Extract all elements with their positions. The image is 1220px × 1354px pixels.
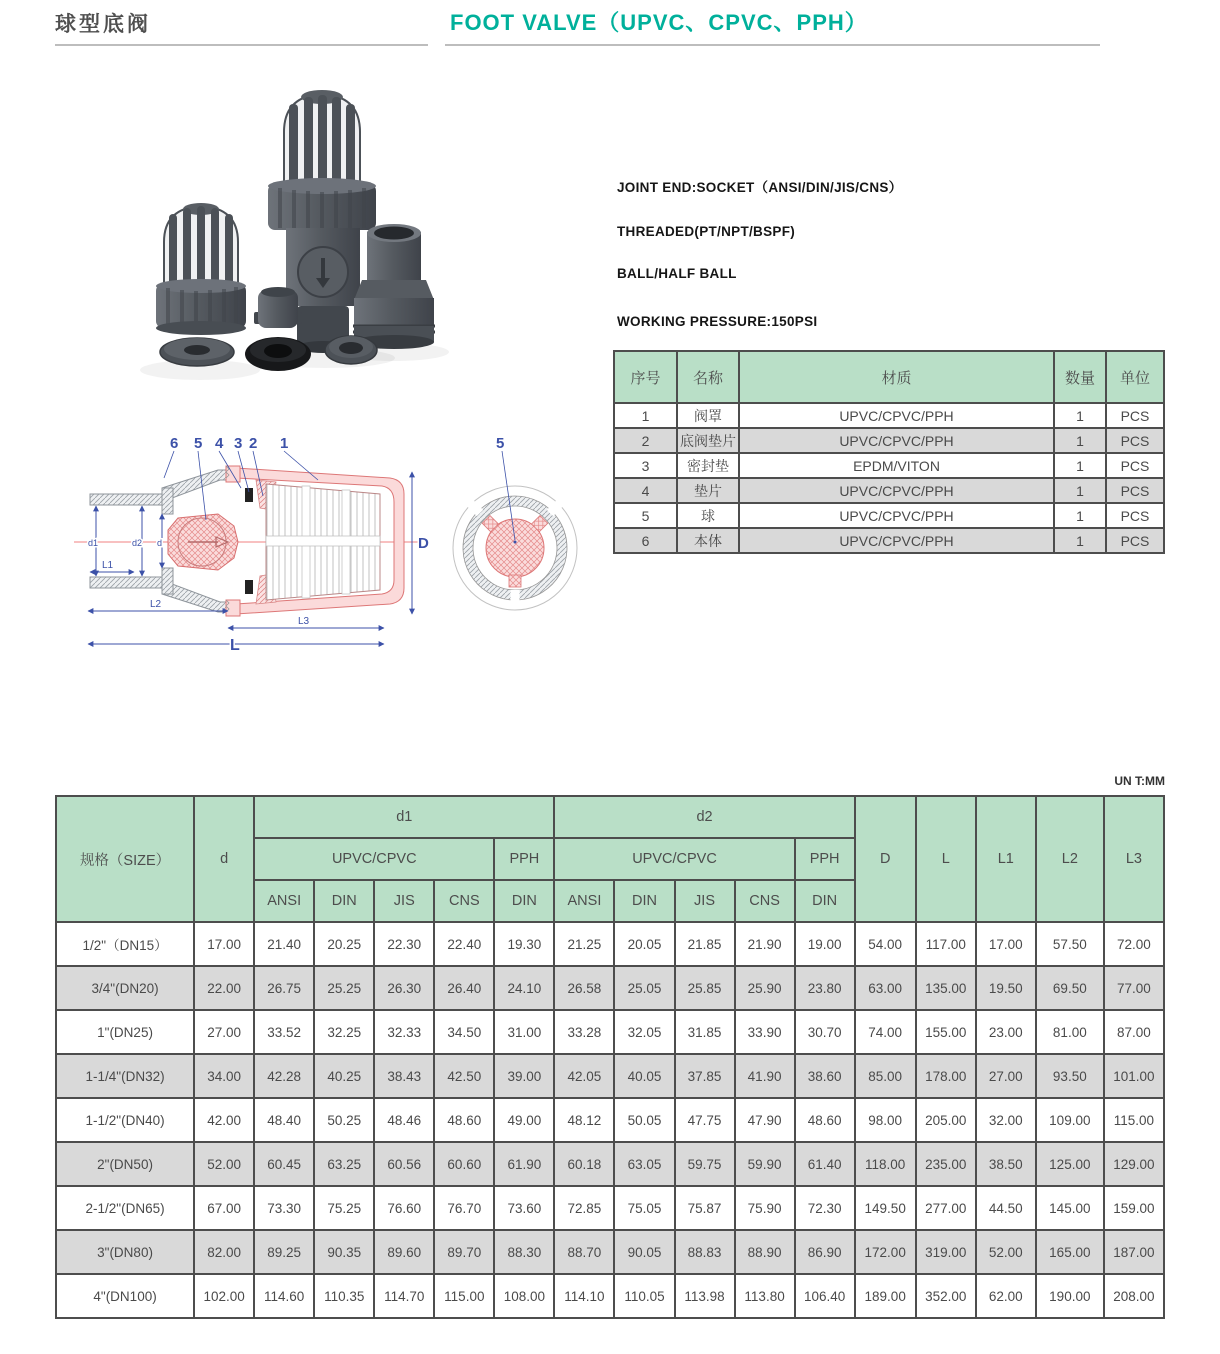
table-cell: 101.00 — [1104, 1054, 1164, 1098]
table-cell: 20.25 — [314, 922, 374, 966]
parts-table — [613, 350, 1165, 554]
table-cell: 23.80 — [795, 966, 855, 1010]
dim-label-d: d — [157, 538, 163, 548]
table-cell: 90.05 — [614, 1230, 674, 1274]
valve-cap — [254, 287, 302, 328]
table-cell: 88.70 — [554, 1230, 614, 1274]
table-cell: 145.00 — [1036, 1186, 1104, 1230]
table-cell: 52.00 — [194, 1142, 254, 1186]
table-cell: 球 — [677, 503, 739, 528]
table-cell: UPVC/CPVC/PPH — [739, 428, 1054, 453]
table-cell: 19.30 — [494, 922, 554, 966]
table-cell: 72.30 — [795, 1186, 855, 1230]
table-cell: 115.00 — [434, 1274, 494, 1318]
table-cell: 1-1/4"(DN32) — [56, 1054, 194, 1098]
table-cell: 60.56 — [374, 1142, 434, 1186]
table-cell: 21.90 — [735, 922, 795, 966]
table-row — [56, 1054, 1164, 1098]
table-cell: 32.00 — [976, 1098, 1036, 1142]
gasket-black-center — [245, 337, 311, 371]
table-cell: 37.85 — [675, 1054, 735, 1098]
table-cell: 85.00 — [855, 1054, 916, 1098]
dim-header-std: DIN — [614, 880, 674, 922]
table-cell: 48.12 — [554, 1098, 614, 1142]
table-cell: 75.05 — [614, 1186, 674, 1230]
table-cell: 76.60 — [374, 1186, 434, 1230]
dim-header-std: DIN — [314, 880, 374, 922]
table-cell: 27.00 — [194, 1010, 254, 1054]
table-cell: 44.50 — [976, 1186, 1036, 1230]
table-cell: 48.46 — [374, 1098, 434, 1142]
dim-header-pph-d2: PPH — [795, 838, 855, 880]
table-cell: 50.25 — [314, 1098, 374, 1142]
table-cell: 90.35 — [314, 1230, 374, 1274]
gasket-gray-right — [325, 336, 377, 364]
part-label-3: 3 — [234, 435, 243, 452]
table-cell: 178.00 — [916, 1054, 976, 1098]
gasket-gray-left — [160, 338, 234, 366]
table-cell: PCS — [1106, 528, 1164, 553]
table-cell: 19.50 — [976, 966, 1036, 1010]
table-cell: 4"(DN100) — [56, 1274, 194, 1318]
dim-label-D: D — [418, 535, 429, 552]
end-view — [453, 435, 577, 610]
table-cell: 3"(DN80) — [56, 1230, 194, 1274]
table-cell: 125.00 — [1036, 1142, 1104, 1186]
table-cell: 42.50 — [434, 1054, 494, 1098]
table-cell: 72.00 — [1104, 922, 1164, 966]
table-cell: 135.00 — [916, 966, 976, 1010]
dim-header-d: d — [194, 796, 254, 922]
table-cell: 密封垫 — [677, 453, 739, 478]
table-cell: 74.00 — [855, 1010, 916, 1054]
table-cell: 1 — [1054, 528, 1106, 553]
dim-header-std: DIN — [795, 880, 855, 922]
table-cell: 59.75 — [675, 1142, 735, 1186]
table-row — [614, 453, 1164, 478]
dim-header-std: CNS — [434, 880, 494, 922]
dim-header-size: 规格（SIZE） — [56, 796, 194, 922]
table-cell: 26.75 — [254, 966, 314, 1010]
dim-label-L3: L3 — [298, 616, 310, 627]
dim-label-d2: d2 — [132, 538, 143, 548]
table-cell: 26.40 — [434, 966, 494, 1010]
table-cell: 2"(DN50) — [56, 1142, 194, 1186]
dim-label-L2: L2 — [150, 599, 162, 610]
table-row — [614, 403, 1164, 428]
table-cell: 76.70 — [434, 1186, 494, 1230]
table-cell: 48.40 — [254, 1098, 314, 1142]
table-cell: 59.90 — [735, 1142, 795, 1186]
table-cell: 19.00 — [795, 922, 855, 966]
dimension-table-body — [56, 922, 1164, 1318]
table-cell: 88.83 — [675, 1230, 735, 1274]
technical-drawing — [60, 418, 650, 658]
table-cell: 阀罩 — [677, 403, 739, 428]
table-cell: 22.30 — [374, 922, 434, 966]
part-label-4: 4 — [215, 435, 224, 452]
dim-header-std: JIS — [675, 880, 735, 922]
table-cell: PCS — [1106, 428, 1164, 453]
table-cell: 38.43 — [374, 1054, 434, 1098]
table-cell: 75.25 — [314, 1186, 374, 1230]
header-divider-right — [445, 44, 1100, 46]
table-cell: 115.00 — [1104, 1098, 1164, 1142]
table-cell: 5 — [614, 503, 677, 528]
table-cell: 89.60 — [374, 1230, 434, 1274]
part-label-2: 2 — [249, 435, 258, 452]
table-cell: 2-1/2"(DN65) — [56, 1186, 194, 1230]
table-cell: PCS — [1106, 503, 1164, 528]
dim-header-L3: L3 — [1104, 796, 1164, 922]
table-cell: 73.60 — [494, 1186, 554, 1230]
table-cell: 25.85 — [675, 966, 735, 1010]
dim-header-upvc-cpvc-d2: UPVC/CPVC — [554, 838, 794, 880]
table-cell: 75.90 — [735, 1186, 795, 1230]
table-cell: 33.52 — [254, 1010, 314, 1054]
table-cell: 81.00 — [1036, 1010, 1104, 1054]
dim-header-pph-d1: PPH — [494, 838, 554, 880]
table-cell: 114.10 — [554, 1274, 614, 1318]
dim-header-L1: L1 — [976, 796, 1036, 922]
table-cell: 54.00 — [855, 922, 916, 966]
dim-header-L2: L2 — [1036, 796, 1104, 922]
table-cell: 30.70 — [795, 1010, 855, 1054]
table-cell: 77.00 — [1104, 966, 1164, 1010]
table-cell: 3 — [614, 453, 677, 478]
table-cell: 73.30 — [254, 1186, 314, 1230]
table-cell: 1 — [1054, 503, 1106, 528]
table-cell: PCS — [1106, 453, 1164, 478]
table-cell: 67.00 — [194, 1186, 254, 1230]
table-cell: 47.75 — [675, 1098, 735, 1142]
table-cell: 38.60 — [795, 1054, 855, 1098]
table-cell: 88.90 — [735, 1230, 795, 1274]
ball-section — [168, 514, 238, 570]
table-cell: 60.45 — [254, 1142, 314, 1186]
table-cell: 34.50 — [434, 1010, 494, 1054]
table-cell: 21.40 — [254, 922, 314, 966]
table-cell: 93.50 — [1036, 1054, 1104, 1098]
dim-header-d1: d1 — [254, 796, 554, 838]
dim-label-L1: L1 — [102, 560, 114, 571]
table-cell: 72.85 — [554, 1186, 614, 1230]
table-cell: 31.00 — [494, 1010, 554, 1054]
table-row — [614, 478, 1164, 503]
dim-header-row-1 — [56, 796, 1164, 838]
table-cell: 27.00 — [976, 1054, 1036, 1098]
table-cell: PCS — [1106, 403, 1164, 428]
table-cell: 352.00 — [916, 1274, 976, 1318]
table-cell: 172.00 — [855, 1230, 916, 1274]
page-title-en: FOOT VALVE（UPVC、CPVC、PPH） — [450, 10, 868, 35]
spec-joint-end: JOINT END:SOCKET（ANSI/DIN/JIS/CNS） — [617, 180, 903, 195]
table-cell: 1 — [614, 403, 677, 428]
table-cell: 32.33 — [374, 1010, 434, 1054]
table-cell: PCS — [1106, 478, 1164, 503]
socket-adapter — [353, 224, 435, 349]
parts-header-no: 序号 — [614, 351, 677, 403]
part-label-6: 6 — [170, 435, 179, 452]
part-label-5: 5 — [194, 435, 203, 452]
table-cell: 32.05 — [614, 1010, 674, 1054]
table-row — [56, 1098, 1164, 1142]
table-cell: 159.00 — [1104, 1186, 1164, 1230]
table-cell: 60.18 — [554, 1142, 614, 1186]
table-cell: 24.10 — [494, 966, 554, 1010]
table-row — [56, 922, 1164, 966]
table-cell: 25.25 — [314, 966, 374, 1010]
dimension-table — [55, 795, 1165, 1319]
dim-header-D: D — [855, 796, 916, 922]
dim-header-std: ANSI — [254, 880, 314, 922]
table-cell: 1 — [1054, 478, 1106, 503]
table-cell: 17.00 — [976, 922, 1036, 966]
table-cell: 40.05 — [614, 1054, 674, 1098]
table-cell: 47.90 — [735, 1098, 795, 1142]
parts-table-body — [614, 403, 1164, 553]
table-cell: 118.00 — [855, 1142, 916, 1186]
end-view-label: 5 — [496, 435, 505, 452]
table-row — [56, 1010, 1164, 1054]
table-cell: 25.05 — [614, 966, 674, 1010]
table-cell: 62.00 — [976, 1274, 1036, 1318]
table-cell: 113.98 — [675, 1274, 735, 1318]
parts-header-qty: 数量 — [1054, 351, 1106, 403]
table-cell: 110.35 — [314, 1274, 374, 1318]
table-cell: 208.00 — [1104, 1274, 1164, 1318]
table-row — [56, 1230, 1164, 1274]
table-cell: 75.87 — [675, 1186, 735, 1230]
table-cell: 1"(DN25) — [56, 1010, 194, 1054]
table-cell: 1/2"（DN15） — [56, 922, 194, 966]
parts-header-name: 名称 — [677, 351, 739, 403]
table-cell: 1 — [1054, 403, 1106, 428]
table-cell: UPVC/CPVC/PPH — [739, 528, 1054, 553]
table-cell: 23.00 — [976, 1010, 1036, 1054]
parts-table-header-row — [614, 351, 1164, 403]
table-cell: 165.00 — [1036, 1230, 1104, 1274]
table-cell: 52.00 — [976, 1230, 1036, 1274]
unit-note: UN T:MM — [1114, 774, 1165, 788]
table-cell: 187.00 — [1104, 1230, 1164, 1274]
table-cell: 89.70 — [434, 1230, 494, 1274]
table-cell: 26.58 — [554, 966, 614, 1010]
table-cell: 86.90 — [795, 1230, 855, 1274]
table-cell: 48.60 — [795, 1098, 855, 1142]
table-cell: 25.90 — [735, 966, 795, 1010]
table-cell: 88.30 — [494, 1230, 554, 1274]
table-cell: 60.60 — [434, 1142, 494, 1186]
table-cell: EPDM/VITON — [739, 453, 1054, 478]
table-cell: 49.00 — [494, 1098, 554, 1142]
table-cell: 129.00 — [1104, 1142, 1164, 1186]
table-cell: 82.00 — [194, 1230, 254, 1274]
table-cell: 69.50 — [1036, 966, 1104, 1010]
table-cell: 39.00 — [494, 1054, 554, 1098]
table-row — [56, 1274, 1164, 1318]
table-cell: 61.40 — [795, 1142, 855, 1186]
foot-valve-small — [156, 203, 246, 335]
table-cell: 31.85 — [675, 1010, 735, 1054]
table-cell: 17.00 — [194, 922, 254, 966]
table-cell: 149.50 — [855, 1186, 916, 1230]
table-cell: 98.00 — [855, 1098, 916, 1142]
table-cell: 40.25 — [314, 1054, 374, 1098]
table-cell: 22.40 — [434, 922, 494, 966]
product-photo — [100, 80, 580, 410]
table-cell: 4 — [614, 478, 677, 503]
table-cell: 63.00 — [855, 966, 916, 1010]
table-cell: 189.00 — [855, 1274, 916, 1318]
table-cell: 26.30 — [374, 966, 434, 1010]
table-cell: 1 — [1054, 428, 1106, 453]
table-cell: 底阀垫片 — [677, 428, 739, 453]
part-label-1: 1 — [280, 435, 289, 452]
table-cell: 319.00 — [916, 1230, 976, 1274]
dim-header-d2: d2 — [554, 796, 854, 838]
header-divider-left — [55, 44, 428, 46]
table-cell: 38.50 — [976, 1142, 1036, 1186]
table-cell: 42.00 — [194, 1098, 254, 1142]
table-cell: 50.05 — [614, 1098, 674, 1142]
table-cell: 155.00 — [916, 1010, 976, 1054]
table-cell: 190.00 — [1036, 1274, 1104, 1318]
table-cell: 33.90 — [735, 1010, 795, 1054]
dim-header-std: DIN — [494, 880, 554, 922]
table-cell: 48.60 — [434, 1098, 494, 1142]
table-cell: 57.50 — [1036, 922, 1104, 966]
spec-working-pressure: WORKING PRESSURE:150PSI — [617, 314, 818, 329]
table-cell: 114.60 — [254, 1274, 314, 1318]
table-cell: 垫片 — [677, 478, 739, 503]
part-number-labels — [170, 435, 288, 452]
dim-header-upvc-cpvc-d1: UPVC/CPVC — [254, 838, 494, 880]
spec-threaded: THREADED(PT/NPT/BSPF) — [617, 224, 796, 239]
table-cell: 22.00 — [194, 966, 254, 1010]
table-cell: 61.90 — [494, 1142, 554, 1186]
table-cell: 108.00 — [494, 1274, 554, 1318]
table-cell: 277.00 — [916, 1186, 976, 1230]
table-cell: UPVC/CPVC/PPH — [739, 503, 1054, 528]
table-cell: 42.05 — [554, 1054, 614, 1098]
table-cell: 109.00 — [1036, 1098, 1104, 1142]
table-cell: 117.00 — [916, 922, 976, 966]
table-cell: 21.85 — [675, 922, 735, 966]
seal-section-top — [245, 488, 253, 502]
table-row — [614, 503, 1164, 528]
dim-header-L: L — [916, 796, 976, 922]
table-row — [614, 528, 1164, 553]
table-cell: 6 — [614, 528, 677, 553]
dim-label-d1: d1 — [88, 538, 99, 548]
table-cell: 113.80 — [735, 1274, 795, 1318]
table-cell: 41.90 — [735, 1054, 795, 1098]
parts-header-unit: 单位 — [1106, 351, 1164, 403]
table-cell: 33.28 — [554, 1010, 614, 1054]
table-cell: 89.25 — [254, 1230, 314, 1274]
table-cell: 63.25 — [314, 1142, 374, 1186]
table-cell: 102.00 — [194, 1274, 254, 1318]
table-row — [56, 1142, 1164, 1186]
table-cell: UPVC/CPVC/PPH — [739, 403, 1054, 428]
table-cell: 32.25 — [314, 1010, 374, 1054]
table-cell: 3/4"(DN20) — [56, 966, 194, 1010]
table-cell: 42.28 — [254, 1054, 314, 1098]
parts-header-material: 材质 — [739, 351, 1054, 403]
table-cell: 20.05 — [614, 922, 674, 966]
table-cell: 2 — [614, 428, 677, 453]
dim-label-L: L — [230, 637, 240, 654]
table-cell: 114.70 — [374, 1274, 434, 1318]
table-cell: UPVC/CPVC/PPH — [739, 478, 1054, 503]
page-title-zh: 球型底阀 — [55, 13, 151, 36]
table-cell: 本体 — [677, 528, 739, 553]
spec-ball: BALL/HALF BALL — [617, 266, 737, 281]
table-row — [56, 966, 1164, 1010]
dim-header-std: JIS — [374, 880, 434, 922]
table-cell: 1-1/2"(DN40) — [56, 1098, 194, 1142]
strainer-section — [266, 484, 380, 600]
table-row — [614, 428, 1164, 453]
table-cell: 21.25 — [554, 922, 614, 966]
table-cell: 106.40 — [795, 1274, 855, 1318]
dim-header-std: CNS — [735, 880, 795, 922]
seal-section-bottom — [245, 580, 253, 594]
table-cell: 110.05 — [614, 1274, 674, 1318]
table-row — [56, 1186, 1164, 1230]
table-cell: 205.00 — [916, 1098, 976, 1142]
dim-header-std: ANSI — [554, 880, 614, 922]
table-cell: 87.00 — [1104, 1010, 1164, 1054]
table-cell: 63.05 — [614, 1142, 674, 1186]
table-cell: 34.00 — [194, 1054, 254, 1098]
table-cell: 235.00 — [916, 1142, 976, 1186]
table-cell: 1 — [1054, 453, 1106, 478]
